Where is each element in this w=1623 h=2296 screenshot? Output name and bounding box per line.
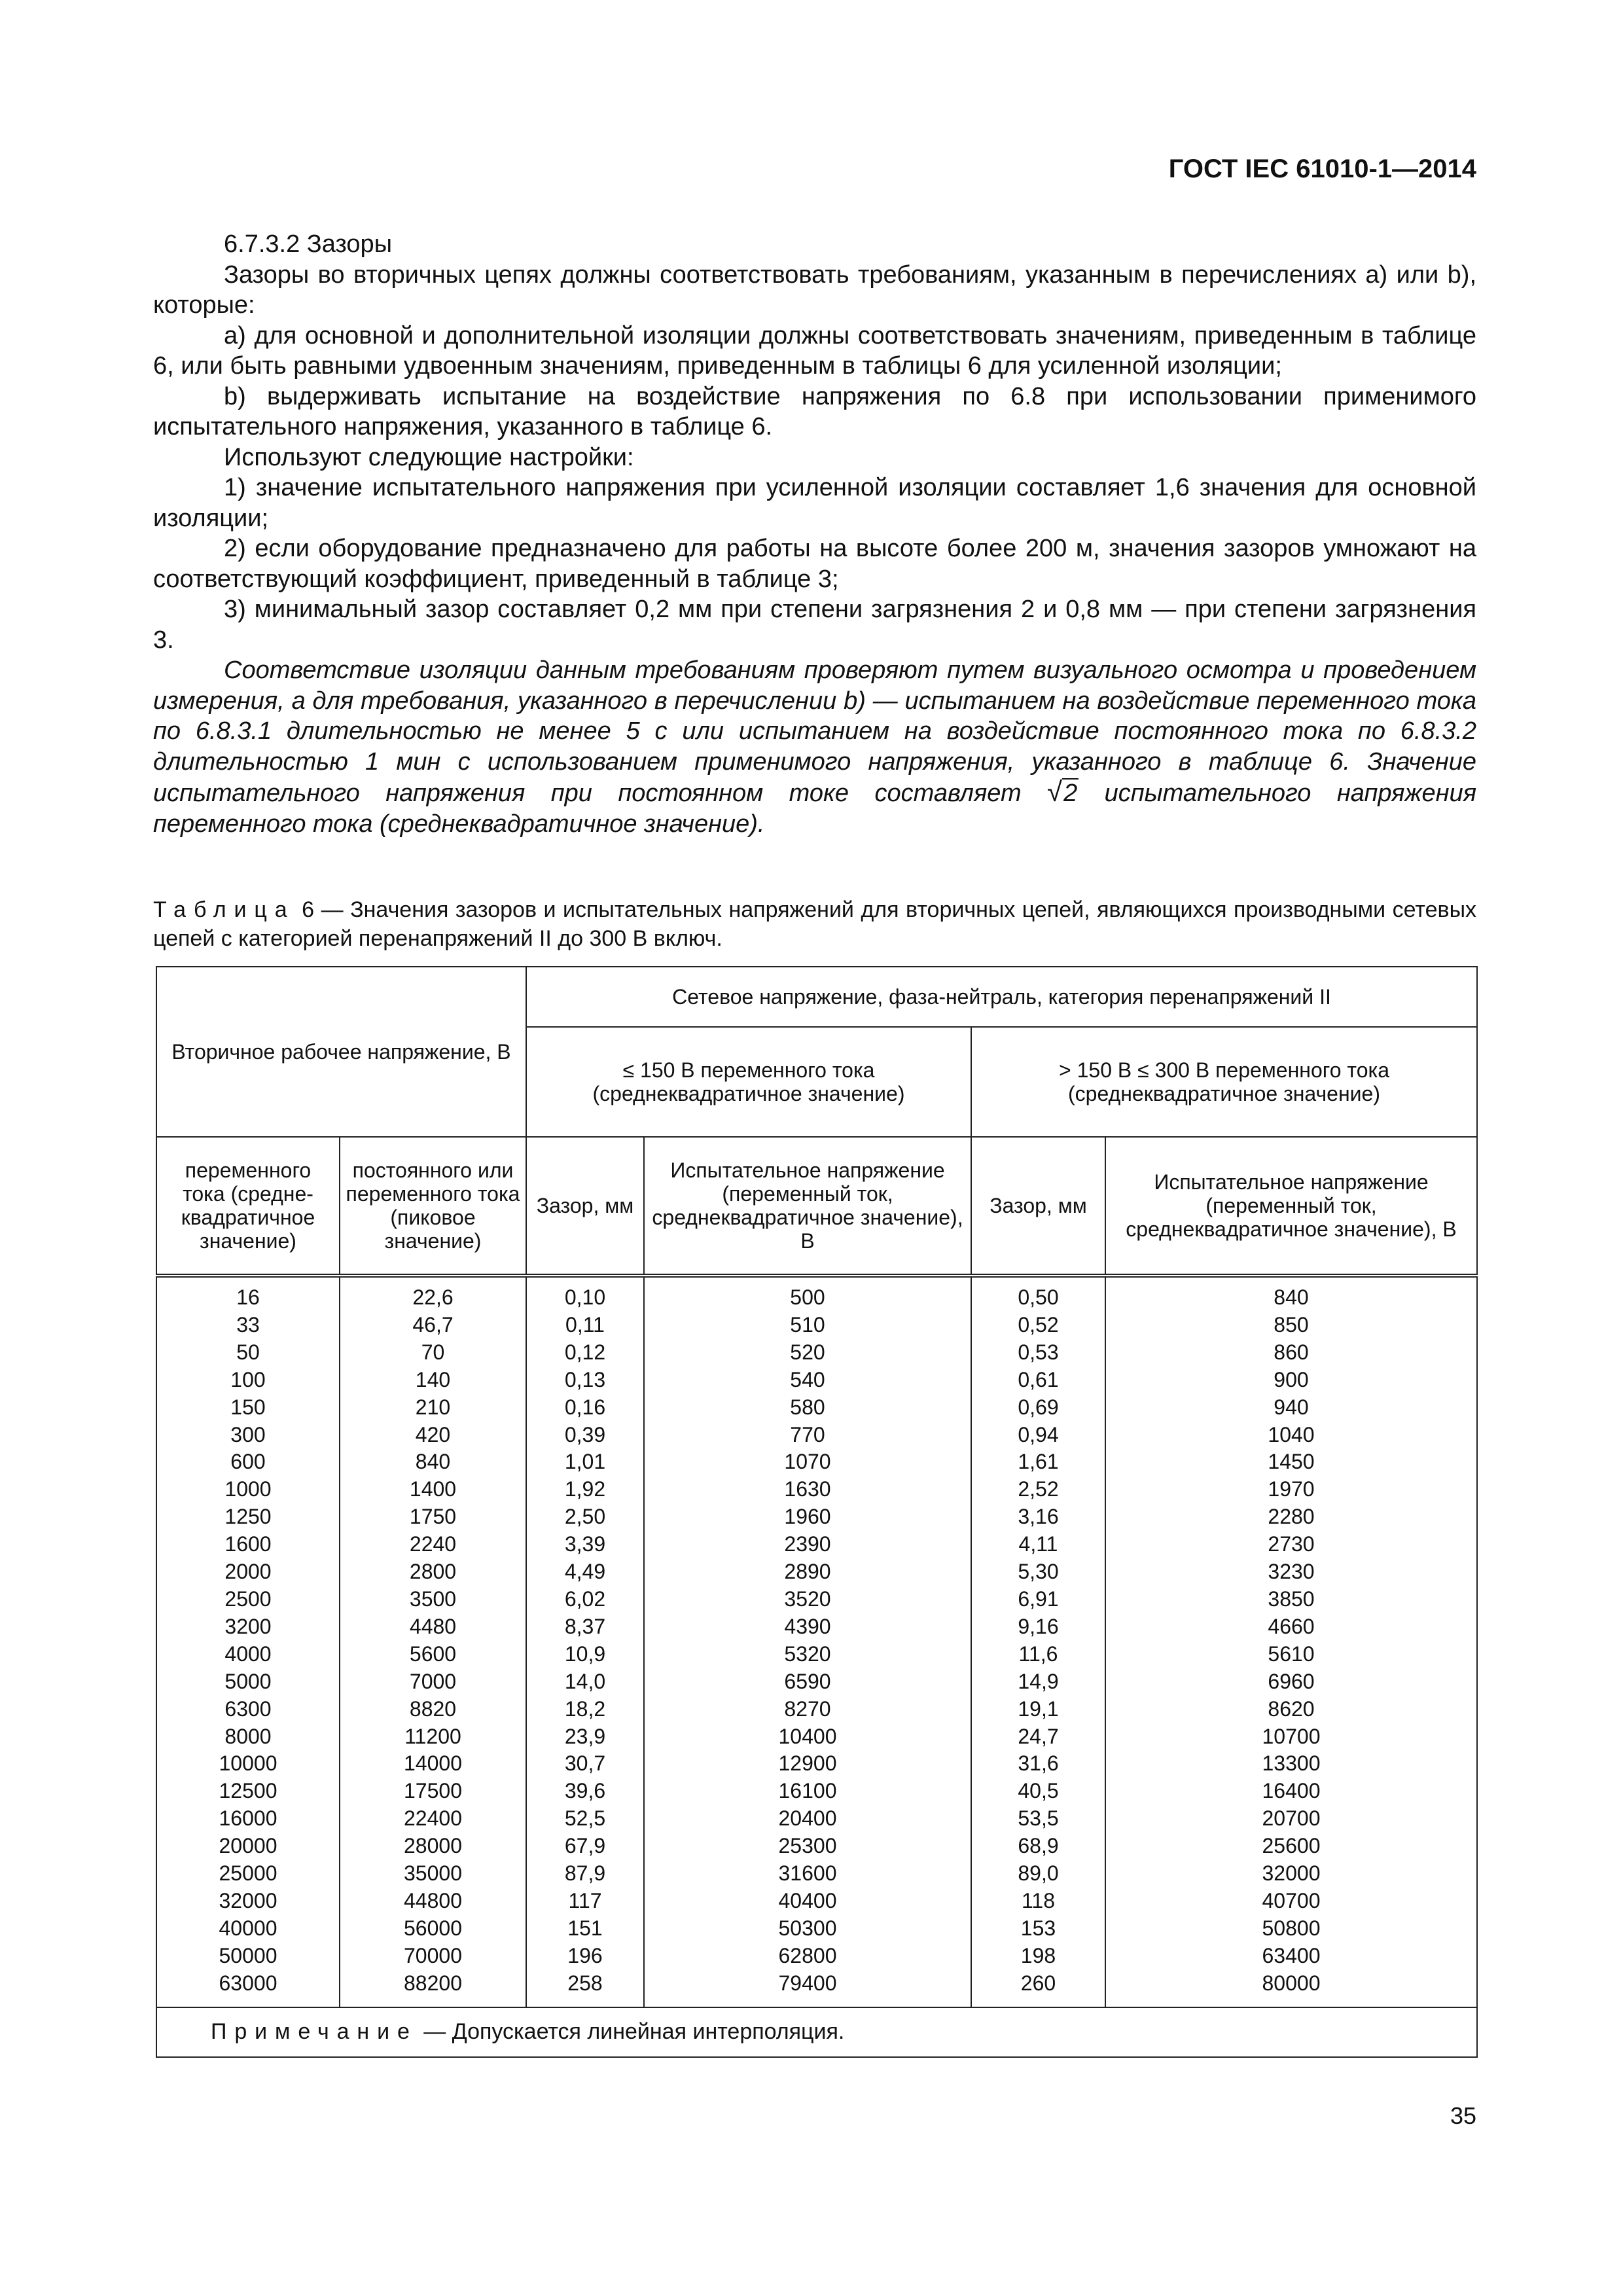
table-cell: 850 [1274, 1312, 1309, 1336]
table-cell: 18,2 [564, 1696, 606, 1721]
table-cell: 10,9 [564, 1641, 606, 1666]
table-cell: 2730 [1268, 1532, 1315, 1556]
table-cell: 6,91 [1018, 1587, 1059, 1611]
table-cell: 420 [415, 1422, 451, 1446]
table-cell: 4660 [1268, 1614, 1315, 1638]
table-cell: 8270 [784, 1696, 831, 1721]
compliance-text-part1: Соответствие изоляции данным требованиям проверяют путем визуального осмотра и проведением измерения, а для требования, указанного в перечислении b) — испытанием на воздействие переменного тока по 6.8.3.1 длительностью не менее 5 с или испытанием на воздействие постоянного тока по 6.8.3.2 длительностью 1 мин с использованием применимого напряжения, указанного в таблице 6. Значение испытательного напряжения при постоянном токе составляет [153, 656, 1476, 807]
table-cell: 2000 [224, 1560, 272, 1584]
table-cell: 24,7 [1018, 1724, 1059, 1748]
table-cell: 0,13 [564, 1367, 606, 1391]
col-clearance-low-values [526, 1276, 644, 2007]
table-cell: 5610 [1268, 1641, 1315, 1666]
table-cell: 4,11 [1018, 1532, 1058, 1556]
table-cell: 4390 [784, 1614, 831, 1638]
page-number: 35 [1450, 2102, 1476, 2129]
table-cell: 4480 [409, 1614, 457, 1638]
table-cell: 1,01 [564, 1450, 606, 1474]
col-test-voltage-high-values [1105, 1276, 1477, 2007]
table-cell: 2500 [224, 1587, 272, 1611]
table-cell: 840 [415, 1450, 451, 1474]
table-cell: 11200 [404, 1724, 461, 1748]
table-cell: 0,11 [565, 1312, 605, 1336]
col-dc-peak-values [340, 1276, 526, 2007]
header-col-clearance-high: Зазор, мм [971, 1137, 1105, 1276]
table-cell: 8000 [224, 1724, 272, 1748]
header-group-low-range: ≤ 150 В [622, 1058, 695, 1082]
table-cell: 1040 [1268, 1422, 1315, 1446]
note-label: Примечание [211, 2018, 418, 2044]
table-cell: 1,61 [1018, 1450, 1059, 1474]
table-cell: 87,9 [564, 1861, 606, 1886]
table-cell: 20400 [778, 1806, 837, 1831]
square-root-sign: √ [1047, 776, 1063, 807]
header-col-dc-peak: постоянного или переменного тока (пиковое значение) [340, 1137, 526, 1276]
table-cell: 40400 [778, 1888, 837, 1912]
table-cell: 0,39 [564, 1422, 606, 1446]
table-caption-text: 6 — Значения зазоров и испытательных напряжений для вторичных цепей, являющихся производными сетевых цепей с категорией перенапряжений II до 300 В включ. [153, 897, 1477, 951]
table-cell: 46,7 [412, 1312, 454, 1336]
table-cell: 62800 [778, 1943, 837, 1967]
table-cell: 840 [1274, 1285, 1309, 1309]
table-cell: 10700 [1262, 1724, 1321, 1748]
col-ac-rms-values [156, 1276, 340, 2007]
header-group-high-range: > 150 В ≤ 300 В [1059, 1058, 1210, 1082]
note-text: — Допускается линейная интерполяция. [417, 2018, 845, 2044]
table-cell: 940 [1274, 1395, 1309, 1419]
table-cell: 11,6 [1018, 1641, 1058, 1666]
header-col-test-voltage-low: Испытательное напряжение (переменный ток, среднеквадратичное значение), В [644, 1137, 971, 1276]
table-cell: 35000 [404, 1861, 462, 1886]
table-cell: 3200 [224, 1614, 272, 1638]
table-cell: 10400 [778, 1724, 837, 1748]
setting-1: 1) значение испытательного напряжения при усиленной изоляции составляет 1,6 значения для основной изоляции; [153, 474, 1476, 532]
table-cell: 8620 [1268, 1696, 1315, 1721]
table-cell: 140 [415, 1367, 451, 1391]
table-cell: 1450 [1268, 1450, 1315, 1474]
table-cell: 89,0 [1018, 1861, 1059, 1886]
table-cell: 900 [1274, 1367, 1309, 1391]
table-cell: 2890 [784, 1560, 831, 1584]
col-test-voltage-low-values [644, 1276, 971, 2007]
table-cell: 25600 [1262, 1834, 1321, 1858]
table-cell: 300 [230, 1422, 266, 1446]
table-cell: 32000 [219, 1888, 277, 1912]
table-cell: 3850 [1268, 1587, 1315, 1611]
table-cell: 0,10 [564, 1285, 606, 1309]
table-cell: 40000 [219, 1916, 277, 1940]
table-cell: 1630 [784, 1477, 831, 1501]
table-cell: 25300 [778, 1834, 837, 1858]
compliance-text-part2: испытательного напряжения переменного тока (среднеквадратичное значение). [153, 780, 1476, 838]
table-cell: 16400 [1262, 1779, 1321, 1803]
table-cell: 580 [790, 1395, 825, 1419]
table-cell: 63000 [219, 1971, 277, 1995]
table-cell: 6960 [1268, 1669, 1315, 1693]
table-cell: 70000 [404, 1943, 462, 1967]
square-root-radicand: 2 [1063, 780, 1078, 807]
table-cell: 1400 [409, 1477, 457, 1501]
table-data-row [156, 1276, 1477, 2007]
table-cell: 3520 [784, 1587, 831, 1611]
table-cell: 500 [790, 1285, 825, 1309]
table-cell: 520 [790, 1340, 825, 1364]
table-cell: 17500 [404, 1779, 462, 1803]
table-cell: 20000 [219, 1834, 277, 1858]
table-cell: 150 [230, 1395, 266, 1419]
table-cell: 6,02 [564, 1587, 606, 1611]
header-col-clearance-low: Зазор, мм [526, 1137, 644, 1276]
table-cell: 28000 [404, 1834, 462, 1858]
table-note-row [156, 2007, 1477, 2057]
table-cell: 12900 [778, 1751, 837, 1776]
table-cell: 5000 [224, 1669, 272, 1693]
table-cell: 14000 [404, 1751, 462, 1776]
item-b: b) выдерживать испытание на воздействие напряжения по 6.8 при использовании применимого испытательного напряжения, указанного в таблице 6. [153, 382, 1476, 440]
header-group-high-desc: переменного тока (среднеквадратичное значение) [1068, 1058, 1389, 1105]
clearance-table [156, 966, 1478, 2058]
table-cell: 540 [790, 1367, 825, 1391]
table-cell: 1960 [784, 1505, 831, 1529]
table-cell: 0,53 [1018, 1340, 1059, 1364]
table-cell: 3230 [1268, 1560, 1315, 1584]
setting-3: 3) минимальный зазор составляет 0,2 мм при степени загрязнения 2 и 0,8 мм — при степени загрязнения 3. [153, 596, 1476, 654]
table-cell: 4,49 [564, 1560, 606, 1584]
header-group-high [971, 1027, 1477, 1137]
table-cell: 600 [230, 1450, 266, 1474]
table-cell: 19,1 [1018, 1696, 1059, 1721]
table-cell: 39,6 [564, 1779, 606, 1803]
table-cell: 1250 [224, 1505, 272, 1529]
table-cell: 2,50 [564, 1505, 606, 1529]
table-cell: 3,16 [1018, 1505, 1059, 1529]
table-cell: 1070 [784, 1450, 831, 1474]
table-cell: 4000 [224, 1641, 272, 1666]
table-cell: 8,37 [564, 1614, 606, 1638]
table-cell: 14,9 [1018, 1669, 1059, 1693]
settings-intro: Используют следующие настройки: [224, 443, 634, 471]
table-cell: 53,5 [1018, 1806, 1059, 1831]
table-cell: 12500 [219, 1779, 277, 1803]
table-cell: 100 [230, 1367, 266, 1391]
table-cell: 31600 [778, 1861, 837, 1886]
table-cell: 50 [236, 1340, 260, 1364]
table-cell: 30,7 [564, 1751, 606, 1776]
setting-2: 2) если оборудование предназначено для работы на высоте более 200 м, значения зазоров умножают на соответствующий коэффициент, приведенный в таблице 3; [153, 535, 1476, 593]
table-cell: 63400 [1262, 1943, 1321, 1967]
table-cell: 198 [1020, 1943, 1056, 1967]
table-cell: 151 [567, 1916, 603, 1940]
table-cell: 0,12 [564, 1340, 606, 1364]
table-cell: 1750 [409, 1505, 457, 1529]
section-body [153, 229, 1476, 839]
table-cell: 25000 [219, 1861, 277, 1886]
table-cell: 56000 [404, 1916, 462, 1940]
table-cell: 1,92 [564, 1477, 606, 1501]
table-cell: 0,16 [564, 1395, 606, 1419]
table-cell: 8820 [409, 1696, 457, 1721]
header-col-ac-rms: переменного тока (средне-квадратичное значение) [156, 1137, 340, 1276]
table-cell: 50300 [778, 1916, 837, 1940]
table-cell: 40,5 [1018, 1779, 1059, 1803]
table-cell: 16000 [219, 1806, 277, 1831]
table-cell: 210 [415, 1395, 451, 1419]
table-cell: 13300 [1262, 1751, 1321, 1776]
header-col-test-voltage-high: Испытательное напряжение (переменный ток, среднеквадратичное значение), В [1105, 1137, 1477, 1276]
table-cell: 5,30 [1018, 1560, 1059, 1584]
table-cell: 1970 [1268, 1477, 1315, 1501]
col-clearance-high-values [971, 1276, 1105, 2007]
table-cell: 117 [568, 1888, 602, 1912]
table-cell: 118 [1021, 1888, 1055, 1912]
table-caption-label: Таблица [153, 897, 295, 922]
table-cell: 0,94 [1018, 1422, 1059, 1446]
table-cell: 50000 [219, 1943, 277, 1967]
table-cell: 510 [790, 1312, 825, 1336]
table-cell: 33 [236, 1312, 260, 1336]
table-note [156, 2007, 1477, 2057]
table-cell: 20700 [1262, 1806, 1321, 1831]
table-cell: 16 [236, 1285, 260, 1309]
table-cell: 79400 [778, 1971, 837, 1995]
table-cell: 44800 [404, 1888, 462, 1912]
section-intro: Зазоры во вторичных цепях должны соответствовать требованиям, указанным в перечислениях a) или b), которые: [153, 260, 1476, 319]
header-secondary-voltage: Вторичное рабочее напряжение, В [156, 967, 526, 1137]
table-cell: 14,0 [564, 1669, 606, 1693]
table-cell: 2240 [409, 1532, 457, 1556]
table-cell: 196 [567, 1943, 603, 1967]
clearance-table-wrapper [156, 966, 1476, 2058]
table-cell: 50800 [1262, 1916, 1321, 1940]
header-mains-voltage: Сетевое напряжение, фаза-нейтраль, категория перенапряжений II [526, 967, 1477, 1027]
table-cell: 22400 [404, 1806, 462, 1831]
table-cell: 0,50 [1018, 1285, 1059, 1309]
table-cell: 260 [1020, 1971, 1056, 1995]
table-cell: 31,6 [1018, 1751, 1059, 1776]
table-cell: 68,9 [1018, 1834, 1059, 1858]
table-cell: 2,52 [1018, 1477, 1059, 1501]
table-cell: 770 [790, 1422, 825, 1446]
table-cell: 2390 [784, 1532, 831, 1556]
table-cell: 0,52 [1018, 1312, 1059, 1336]
header-group-low [526, 1027, 971, 1137]
document-id: ГОСТ IEC 61010-1—2014 [1168, 154, 1476, 183]
table-cell: 80000 [1262, 1971, 1321, 1995]
table-cell: 67,9 [564, 1834, 606, 1858]
section-heading: 6.7.3.2 Зазоры [224, 230, 393, 258]
table-cell: 7000 [409, 1669, 457, 1693]
table-cell: 5320 [784, 1641, 831, 1666]
table-cell: 3,39 [564, 1532, 606, 1556]
table-cell: 2280 [1268, 1505, 1315, 1529]
table-cell: 6300 [224, 1696, 272, 1721]
table-cell: 860 [1274, 1340, 1309, 1364]
table-caption [153, 895, 1476, 953]
item-a: a) для основной и дополнительной изоляции должны соответствовать значениям, приведенным в таблице 6, или быть равными удвоенным значениям, приведенным в таблицы 6 для усиленной изоляции; [153, 321, 1476, 380]
table-cell: 1000 [224, 1477, 272, 1501]
table-cell: 3500 [409, 1587, 457, 1611]
table-cell: 2800 [409, 1560, 457, 1584]
table-cell: 88200 [404, 1971, 462, 1995]
table-cell: 1600 [224, 1532, 272, 1556]
table-cell: 32000 [1262, 1861, 1321, 1886]
table-cell: 70 [421, 1340, 445, 1364]
table-cell: 5600 [409, 1641, 457, 1666]
table-cell: 0,69 [1018, 1395, 1059, 1419]
table-cell: 40700 [1262, 1888, 1321, 1912]
table-cell: 6590 [784, 1669, 831, 1693]
table-cell: 52,5 [564, 1806, 606, 1831]
table-cell: 0,61 [1018, 1367, 1059, 1391]
table-cell: 9,16 [1018, 1614, 1059, 1638]
compliance-paragraph [153, 655, 1476, 839]
table-cell: 16100 [778, 1779, 837, 1803]
header-group-low-desc: переменного тока (среднеквадратичное значение) [592, 1058, 905, 1105]
table-cell: 22,6 [412, 1285, 454, 1309]
table-cell: 153 [1020, 1916, 1056, 1940]
table-cell: 23,9 [564, 1724, 606, 1748]
table-cell: 258 [567, 1971, 603, 1995]
table-cell: 10000 [219, 1751, 277, 1776]
